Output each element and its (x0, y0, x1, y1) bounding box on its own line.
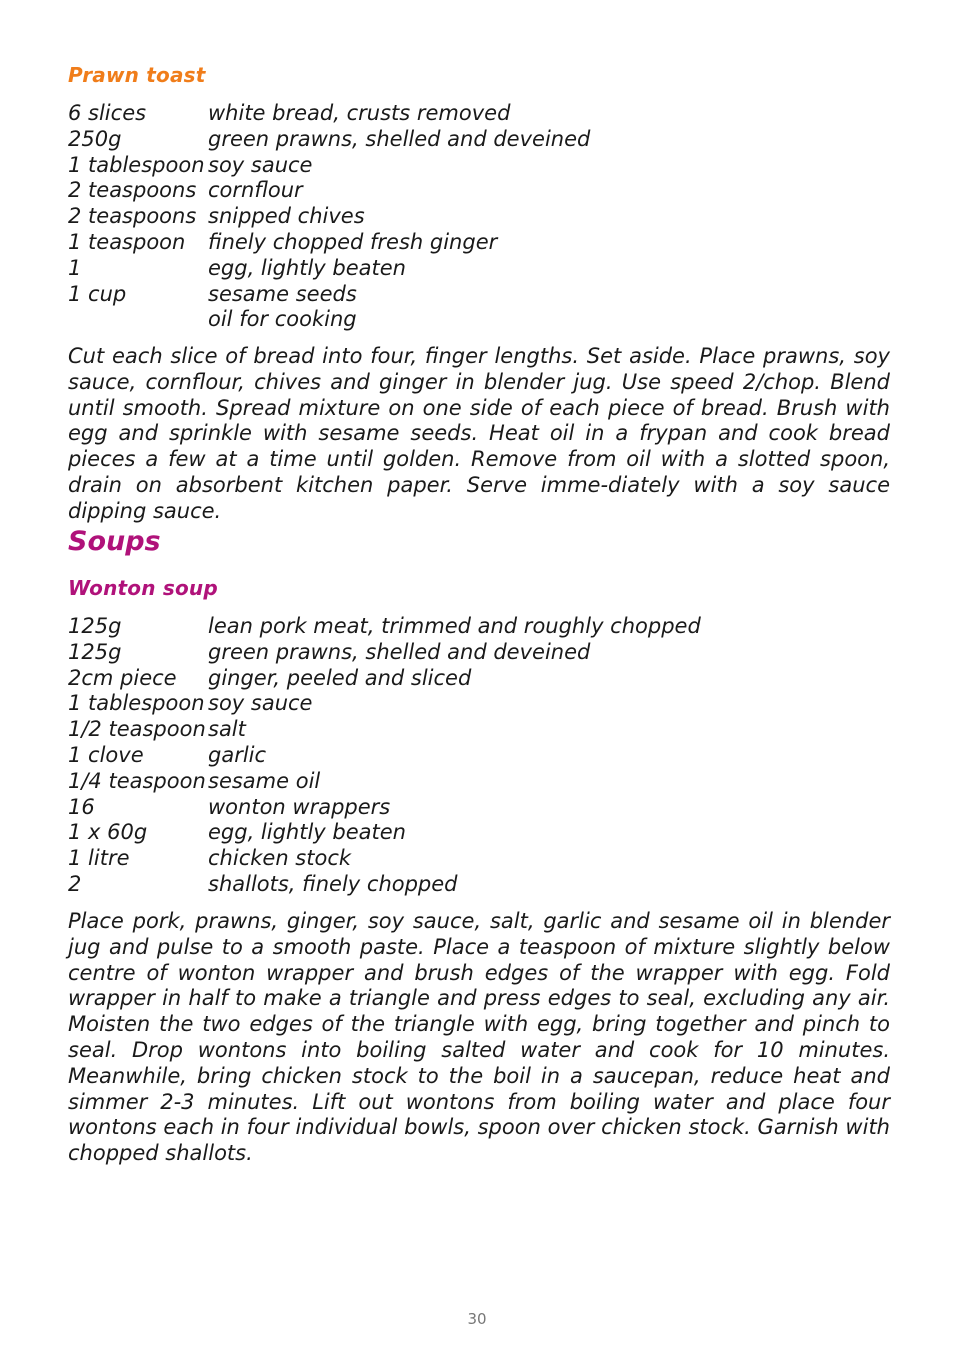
ingredient-item: sesame oil (208, 768, 321, 793)
ingredient-qty: 2 teaspoons (68, 178, 197, 203)
prawn-toast-method: Cut each slice of bread into four, finger lengths. Set aside. Place prawns, soy sauce, cornflour, chives and ginger in blender jug. Use speed 2/chop. Blend until smooth. Spread mixture on one side of each piece of bread. Brush with egg and sprinkle with sesame seeds. Heat oil in a frypan and cook bread pieces a few at a time until golden. Remove from oil with a slotted spoon, drain on absorbent kitchen paper. Serve imme-diately with a soy sauce dipping sauce. (68, 344, 890, 523)
wonton-soup-title: Wonton soup (68, 576, 218, 600)
ingredient-qty: 1 tablespoon (68, 152, 205, 177)
ingredient-row (68, 282, 890, 308)
ingredient-qty: 1 x 60g (68, 820, 148, 845)
ingredient-qty: 250g (68, 126, 122, 151)
ingredient-row (68, 127, 890, 153)
ingredient-qty: 1 tablespoon (68, 691, 205, 716)
prawn-toast-title: Prawn toast (68, 63, 206, 87)
ingredient-item: finely chopped fresh ginger (208, 229, 498, 254)
ingredient-item: snipped chives (208, 204, 365, 229)
ingredient-row (68, 256, 890, 282)
soups-section-title: Soups (68, 526, 161, 557)
ingredient-item: sesame seeds (208, 281, 357, 306)
ingredient-qty: 1 (68, 255, 82, 280)
ingredient-item: soy sauce (208, 152, 313, 177)
ingredient-qty: 125g (68, 614, 122, 638)
ingredient-qty: 1 clove (68, 742, 144, 767)
ingredient-item: ginger, peeled and sliced (208, 665, 472, 690)
wonton-soup-method: Place pork, prawns, ginger, soy sauce, salt, garlic and sesame oil in blender jug and pulse to a smooth paste. Place a teaspoon of mixture slightly below centre of wonton wrapper and brush edges of the wrapper with egg. Fold wrapper in half to make a triangle and press edges to seal, excluding any air. Moisten the two edges of the triangle with egg, bring together and pinch to seal. Drop wontons into boiling salted water and cook for 10 minutes. Meanwhile, bring chicken stock to the boil in a saucepan, reduce heat and simmer 2-3 minutes. Lift out wontons from boiling water and place four wontons each in four individual bowls, spoon over chicken stock. Garnish with chopped shallots. (68, 909, 890, 1166)
ingredient-row (68, 820, 890, 846)
ingredient-item: green prawns, shelled and deveined (208, 639, 591, 664)
ingredient-row (68, 178, 890, 204)
ingredient-item: shallots, finely chopped (208, 871, 458, 896)
ingredient-row (68, 204, 890, 230)
ingredient-qty: 16 (68, 794, 95, 819)
ingredient-qty: 1 teaspoon (68, 229, 186, 254)
ingredient-item: egg, lightly beaten (208, 820, 406, 845)
ingredient-item: wonton wrappers (208, 794, 391, 819)
ingredient-qty: 1/2 teaspoon (68, 717, 206, 742)
ingredient-qty: 6 slices (68, 101, 147, 125)
ingredient-row (68, 769, 890, 795)
ingredient-row (68, 872, 890, 898)
ingredient-qty (68, 307, 208, 333)
ingredient-row (68, 153, 890, 179)
ingredient-row (68, 230, 890, 256)
ingredient-row (68, 795, 890, 821)
ingredient-row (68, 101, 890, 127)
ingredient-row (68, 666, 890, 692)
ingredient-item: lean pork meat, trimmed and roughly chopped (208, 614, 701, 638)
ingredient-qty: 1/4 teaspoon (68, 768, 206, 793)
ingredient-row (68, 717, 890, 743)
page-number: 30 (467, 1310, 487, 1328)
wonton-soup-ingredients (68, 614, 890, 898)
ingredient-item: garlic (208, 742, 267, 767)
ingredient-item: soy sauce (208, 691, 313, 716)
ingredient-row (68, 743, 890, 769)
prawn-toast-ingredients (68, 101, 890, 333)
ingredient-item: chicken stock (208, 846, 352, 871)
ingredient-item: white bread, crusts removed (208, 101, 511, 125)
ingredient-row (68, 614, 890, 640)
ingredient-item: cornflour (208, 178, 303, 203)
ingredient-qty: 125g (68, 639, 122, 664)
ingredient-item: oil for cooking (208, 307, 357, 332)
ingredient-qty: 2cm piece (68, 665, 177, 690)
ingredient-row (68, 691, 890, 717)
ingredient-item: egg, lightly beaten (208, 255, 406, 280)
ingredient-qty: 1 litre (68, 846, 130, 871)
ingredient-item: green prawns, shelled and deveined (208, 126, 591, 151)
ingredient-item: salt (208, 717, 246, 742)
ingredient-row (68, 846, 890, 872)
ingredient-qty: 2 (68, 871, 82, 896)
ingredient-row (68, 307, 890, 333)
ingredient-qty: 2 teaspoons (68, 204, 197, 229)
ingredient-row (68, 640, 890, 666)
ingredient-qty: 1 cup (68, 281, 127, 306)
